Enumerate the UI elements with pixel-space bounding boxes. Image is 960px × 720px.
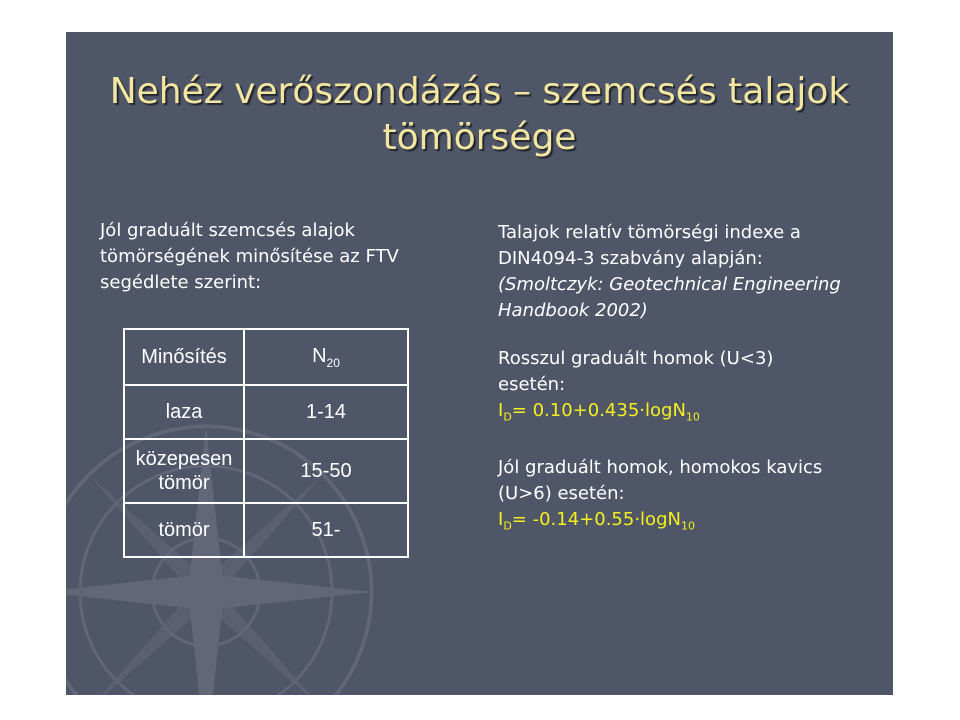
formula-symbol: I	[498, 508, 504, 530]
right-column	[498, 220, 883, 539]
n20-cell: 1-14	[244, 385, 408, 439]
case2-formula	[498, 507, 883, 540]
header-n-subscript: 20	[326, 355, 340, 370]
table-row	[124, 439, 408, 503]
formula-symbol: I	[498, 400, 504, 421]
header-rating-cell: Minősítés	[124, 329, 244, 385]
formula-expression: = 0.10+0.435·logN	[511, 400, 686, 421]
intro-line-2: DIN4094-3 szabvány alapján:	[498, 248, 763, 269]
header-n20-cell	[244, 329, 408, 385]
case1-line-1: Rosszul graduált homok (U<3)	[498, 348, 774, 369]
left-intro-text: Jól graduált szemcsés alajok tömörségének minősítése az FTV segédlete szerint:	[100, 220, 399, 293]
formula-symbol-subscript: D	[503, 410, 512, 424]
case2-line-1: Jól graduált homok, homokos kavics	[498, 456, 823, 478]
formula-symbol-subscript: D	[503, 519, 512, 533]
n20-cell: 15-50	[244, 439, 408, 503]
rating-cell	[124, 439, 244, 503]
rating-line-2: tömör	[158, 472, 210, 494]
compactness-table	[123, 328, 409, 558]
slide-title	[66, 69, 893, 161]
case1-formula	[498, 398, 883, 431]
table-row	[124, 503, 408, 557]
header-n-label: N	[312, 344, 327, 367]
formula-log-base: 10	[685, 410, 700, 424]
reference-line-1: (Smoltczyk: Geotechnical Engineering	[498, 274, 841, 295]
formula-expression: = -0.14+0.55·logN	[511, 508, 681, 530]
table-row	[124, 385, 408, 439]
slide	[66, 32, 893, 695]
rating-cell: tömör	[124, 503, 244, 557]
rating-line-1: közepesen	[135, 448, 233, 470]
table-header-row	[124, 329, 408, 385]
n20-cell: 51-	[244, 503, 408, 557]
rating-cell: laza	[124, 385, 244, 439]
formula-log-base: 10	[680, 519, 695, 533]
intro-line-1: Talajok relatív tömörségi indexe a	[498, 222, 801, 243]
title-line-1: Nehéz verőszondázás – szemcsés talajok	[109, 71, 850, 112]
reference-line-2: Handbook 2002)	[498, 300, 648, 321]
title-line-2: tömörsége	[382, 117, 577, 158]
case1-line-2: esetén:	[498, 374, 566, 395]
case2-line-2: (U>6) esetén:	[498, 482, 625, 504]
